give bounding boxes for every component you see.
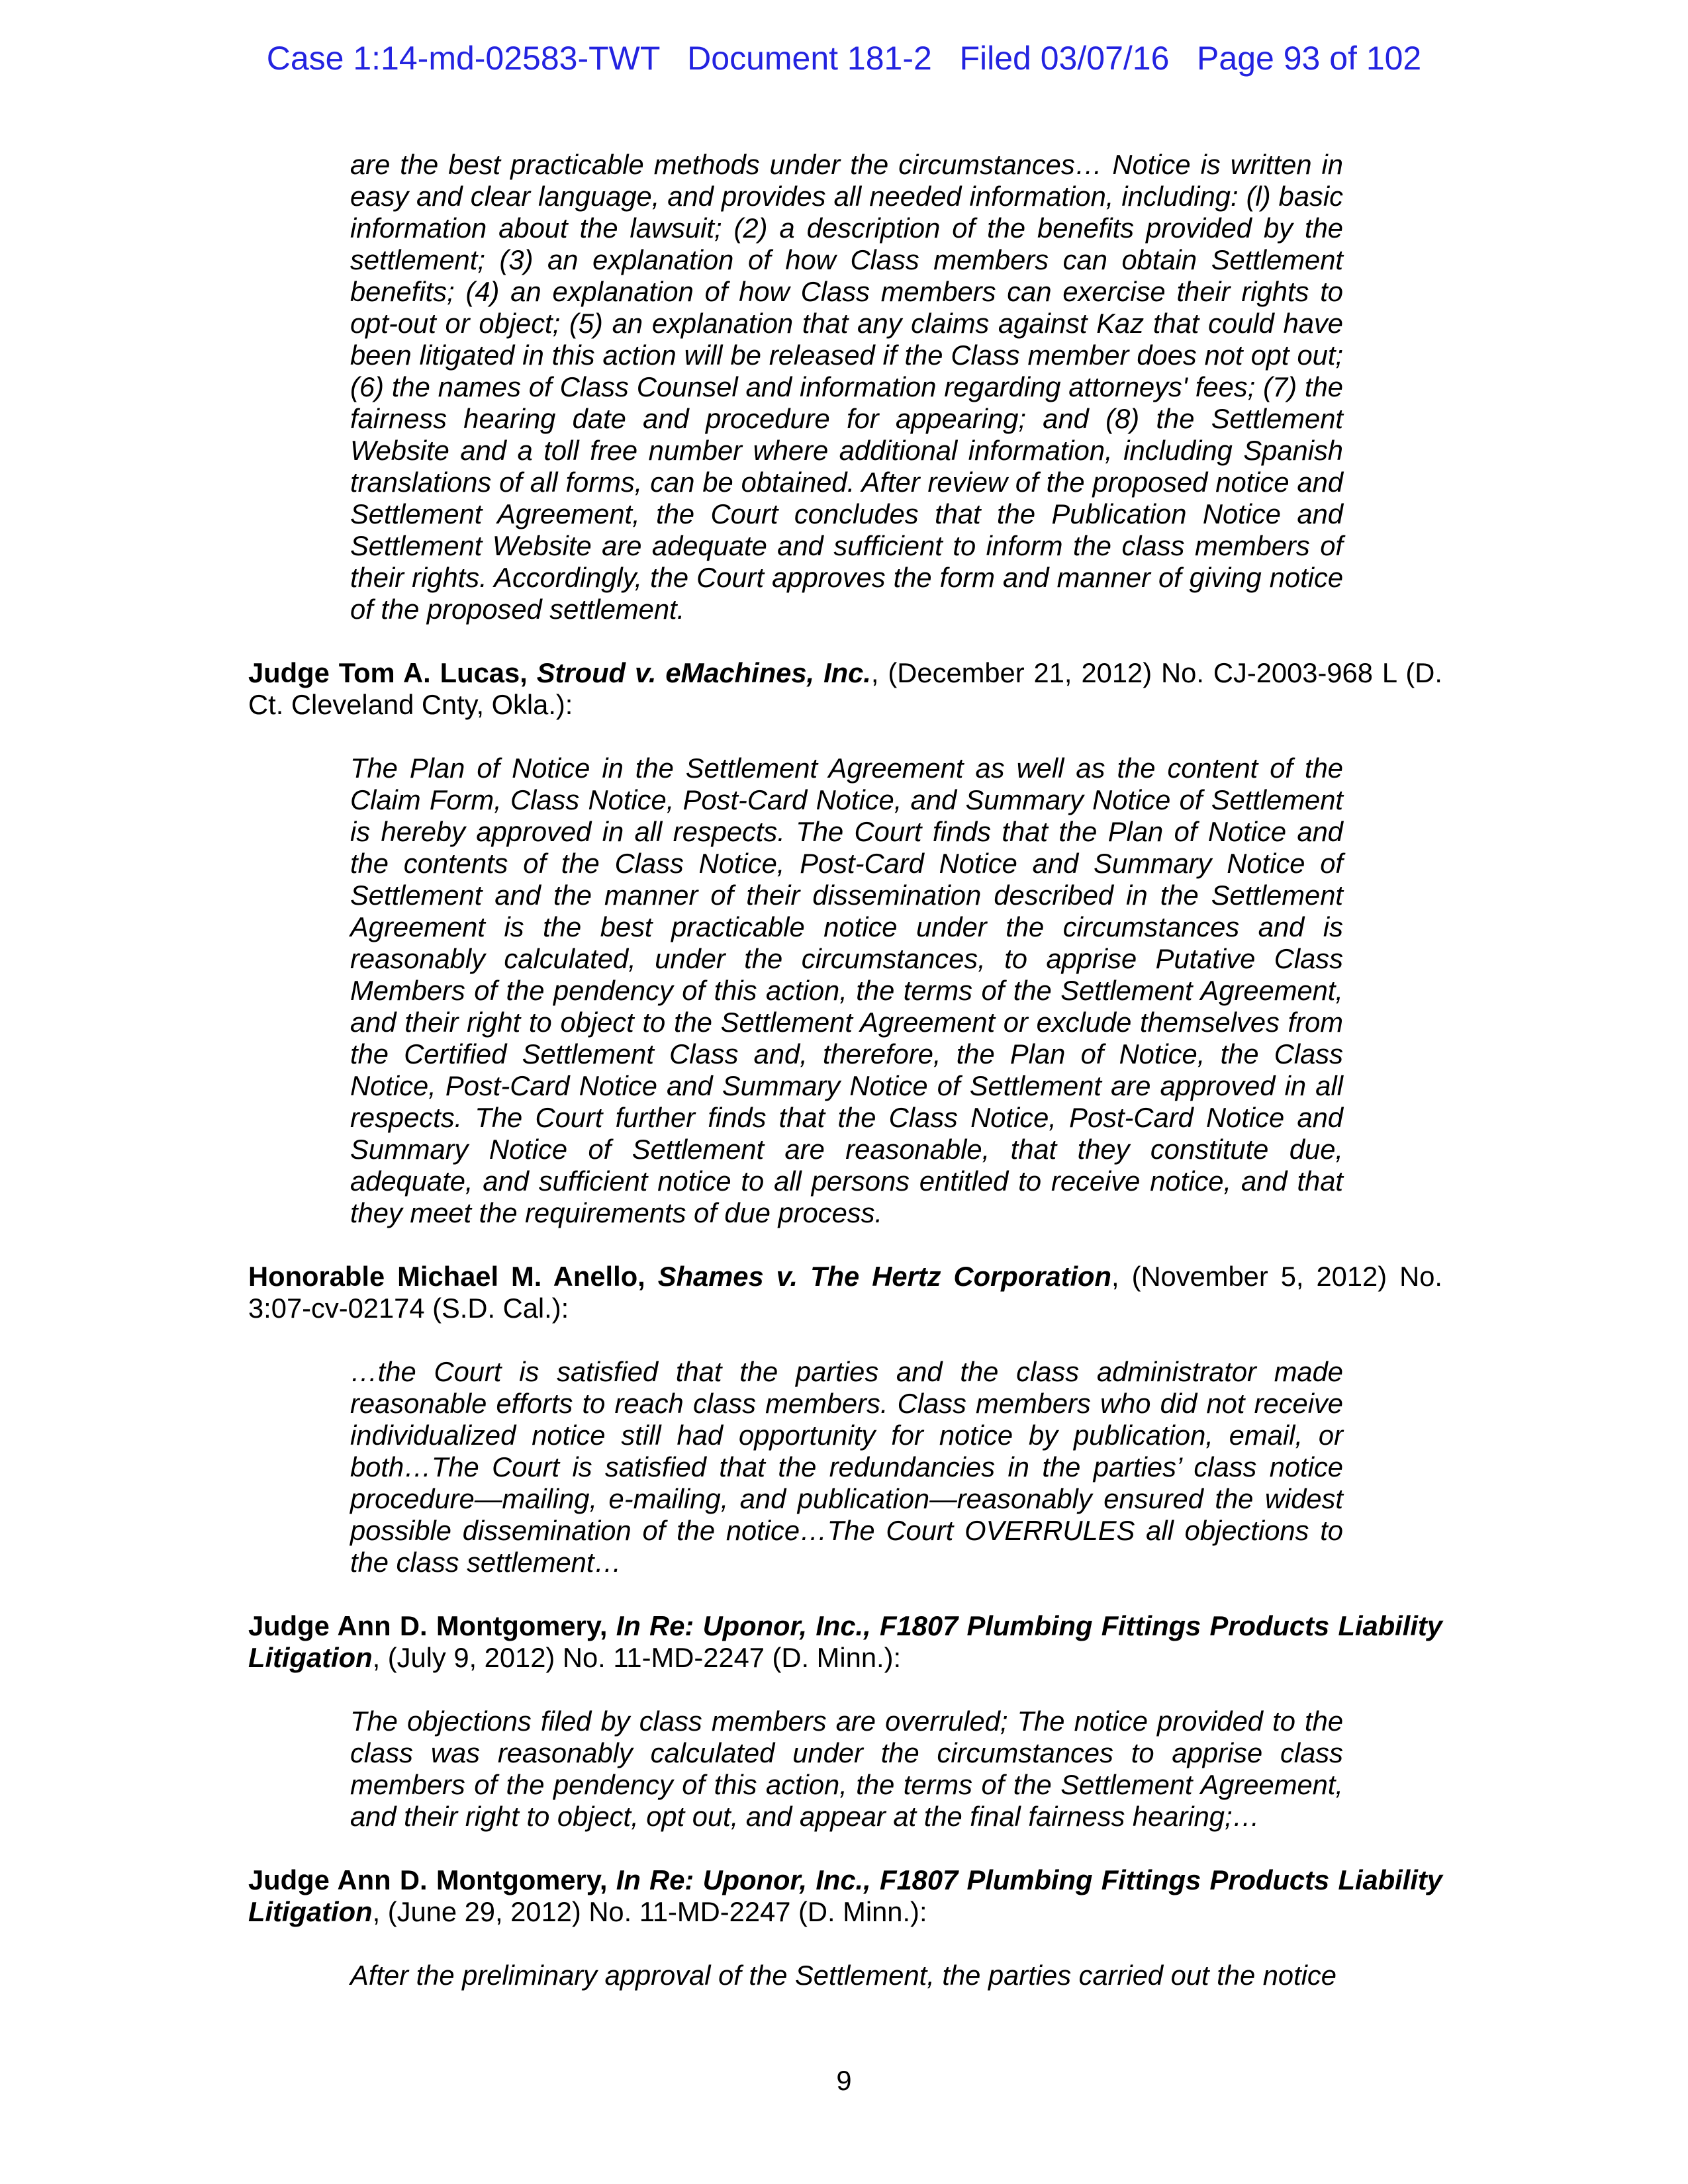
quote-line: benefits; (4) an explanation of how Class members can exercise their rights to <box>350 276 1343 307</box>
paragraph-spacer <box>248 625 1442 657</box>
case-name: Litigation <box>248 1896 373 1927</box>
case-name: In Re: Uponor, Inc., F1807 Plumbing Fittings Products Liability <box>616 1864 1442 1895</box>
block-quote <box>248 1706 1442 1833</box>
citation-line <box>248 1896 1442 1928</box>
judge-name: Honorable Michael M. Anello, <box>248 1261 658 1292</box>
case-citation <box>248 1261 1442 1324</box>
quote-line: …the Court is satisfied that the parties and the class administrator made <box>350 1356 1343 1387</box>
citation-detail: , (June 29, 2012) No. 11-MD-2247 (D. Minn.): <box>372 1896 927 1927</box>
quote-line: the class settlement… <box>350 1547 622 1578</box>
case-name: Shames v. The Hertz Corporation <box>657 1261 1111 1292</box>
quote-line: of the proposed settlement. <box>350 594 685 625</box>
quote-line: Website and a toll free number where additional information, including Spanish <box>350 435 1343 466</box>
quote-line: fairness hearing date and procedure for appearing; and (8) the Settlement <box>350 403 1343 434</box>
case-header: Case 1:14-md-02583-TWT Document 181-2 Filed 03/07/16 Page 93 of 102 <box>266 40 1422 77</box>
quote-line: the contents of the Class Notice, Post-Card Notice and Summary Notice of <box>350 848 1343 879</box>
quote-line: Summary Notice of Settlement are reasonable, that they constitute due, <box>350 1134 1343 1165</box>
quote-line: reasonably calculated, under the circumstances, to apprise Putative Class <box>350 943 1343 974</box>
paragraph-spacer <box>248 1833 1442 1864</box>
quote-line: and their right to object, opt out, and appear at the final fairness hearing;… <box>350 1801 1260 1832</box>
citation-line <box>248 689 1442 721</box>
quote-line: respects. The Court further finds that the Class Notice, Post-Card Notice and <box>350 1102 1343 1133</box>
quote-line: their rights. Accordingly, the Court approves the form and manner of giving notice <box>350 562 1343 593</box>
citation-detail: , (December 21, 2012) No. CJ-2003-968 L (D. <box>870 657 1442 688</box>
quote-line: The objections filed by class members are overruled; The notice provided to the <box>350 1706 1343 1737</box>
case-citation <box>248 657 1442 721</box>
quote-line: opt-out or object; (5) an explanation that any claims against Kaz that could have <box>350 308 1343 339</box>
quote-line: procedure—mailing, e-mailing, and publication—reasonably ensured the widest <box>350 1483 1343 1514</box>
block-quote <box>248 149 1442 625</box>
quote-line: is hereby approved in all respects. The Court finds that the Plan of Notice and <box>350 816 1343 847</box>
quote-line: information about the lawsuit; (2) a description of the benefits provided by the <box>350 212 1343 244</box>
block-quote <box>248 1356 1442 1578</box>
quote-line: Agreement is the best practicable notice under the circumstances and is <box>350 911 1343 942</box>
quote-line: both…The Court is satisfied that the redundancies in the parties’ class notice <box>350 1451 1343 1482</box>
quote-line: After the preliminary approval of the Settlement, the parties carried out the notice <box>350 1960 1336 1991</box>
judge-name: Judge Ann D. Montgomery, <box>248 1610 616 1641</box>
case-name: In Re: Uponor, Inc., F1807 Plumbing Fittings Products Liability <box>616 1610 1442 1641</box>
citation-line <box>248 657 1442 689</box>
quote-line: been litigated in this action will be released if the Class member does not opt out; <box>350 340 1343 371</box>
paragraph-spacer <box>248 1229 1442 1261</box>
judge-name: Judge Tom A. Lucas, <box>248 657 537 688</box>
judge-name: Judge Ann D. Montgomery, <box>248 1864 616 1895</box>
case-name: Litigation <box>248 1642 373 1673</box>
quote-line: settlement; (3) an explanation of how Class members can obtain Settlement <box>350 244 1343 275</box>
citation-line <box>248 1864 1442 1896</box>
quote-line: Claim Form, Class Notice, Post-Card Notice, and Summary Notice of Settlement <box>350 784 1343 815</box>
citation-line <box>248 1261 1442 1293</box>
citation-detail: Ct. Cleveland Cnty, Okla.): <box>248 689 573 720</box>
quote-line: Settlement Website are adequate and sufficient to inform the class members of <box>350 530 1343 561</box>
quote-line: Members of the pendency of this action, the terms of the Settlement Agreement, <box>350 975 1343 1006</box>
citation-detail: , (July 9, 2012) No. 11-MD-2247 (D. Minn.): <box>372 1642 902 1673</box>
quote-line: class was reasonably calculated under the circumstances to apprise class <box>350 1737 1343 1768</box>
citation-detail: 3:07-cv-02174 (S.D. Cal.): <box>248 1293 569 1324</box>
quote-line: adequate, and sufficient notice to all persons entitled to receive notice, and that <box>350 1165 1343 1197</box>
paragraph-spacer <box>248 1928 1442 1960</box>
quote-line: easy and clear language, and provides all needed information, including: (l) basic <box>350 181 1343 212</box>
citation-line <box>248 1642 1442 1674</box>
case-name: Stroud v. eMachines, Inc. <box>536 657 871 688</box>
citation-line <box>248 1610 1442 1642</box>
case-citation <box>248 1864 1442 1928</box>
quote-line: and their right to object to the Settlement Agreement or exclude themselves from <box>350 1007 1343 1038</box>
citation-line <box>248 1293 1442 1324</box>
paragraph-spacer <box>248 1674 1442 1706</box>
page-number: 9 <box>836 2065 852 2096</box>
quote-line: reasonable efforts to reach class members. Class members who did not receive <box>350 1388 1343 1419</box>
quote-line: Settlement Agreement, the Court concludes that the Publication Notice and <box>350 498 1343 529</box>
quote-line: members of the pendency of this action, the terms of the Settlement Agreement, <box>350 1769 1343 1800</box>
block-quote <box>248 1960 1442 1991</box>
quote-line: (6) the names of Class Counsel and information regarding attorneys' fees; (7) the <box>350 371 1343 402</box>
citation-detail: , (November 5, 2012) No. <box>1111 1261 1442 1292</box>
quote-line: Settlement and the manner of their dissemination described in the Settlement <box>350 880 1343 911</box>
quote-line: possible dissemination of the notice…The Court OVERRULES all objections to <box>350 1515 1343 1546</box>
quote-line: the Certified Settlement Class and, therefore, the Plan of Notice, the Class <box>350 1038 1343 1069</box>
quote-line: translations of all forms, can be obtained. After review of the proposed notice and <box>350 467 1343 498</box>
paragraph-spacer <box>248 721 1442 752</box>
paragraph-spacer <box>248 1578 1442 1610</box>
document-body <box>248 149 1442 1991</box>
quote-line: The Plan of Notice in the Settlement Agreement as well as the content of the <box>350 752 1343 784</box>
quote-line: individualized notice still had opportunity for notice by publication, email, or <box>350 1420 1343 1451</box>
paragraph-spacer <box>248 1324 1442 1356</box>
block-quote <box>248 752 1442 1229</box>
quote-line: are the best practicable methods under the circumstances… Notice is written in <box>350 149 1343 180</box>
quote-line: they meet the requirements of due process. <box>350 1197 883 1228</box>
quote-line: Notice, Post-Card Notice and Summary Notice of Settlement are approved in all <box>350 1070 1343 1101</box>
case-citation <box>248 1610 1442 1674</box>
